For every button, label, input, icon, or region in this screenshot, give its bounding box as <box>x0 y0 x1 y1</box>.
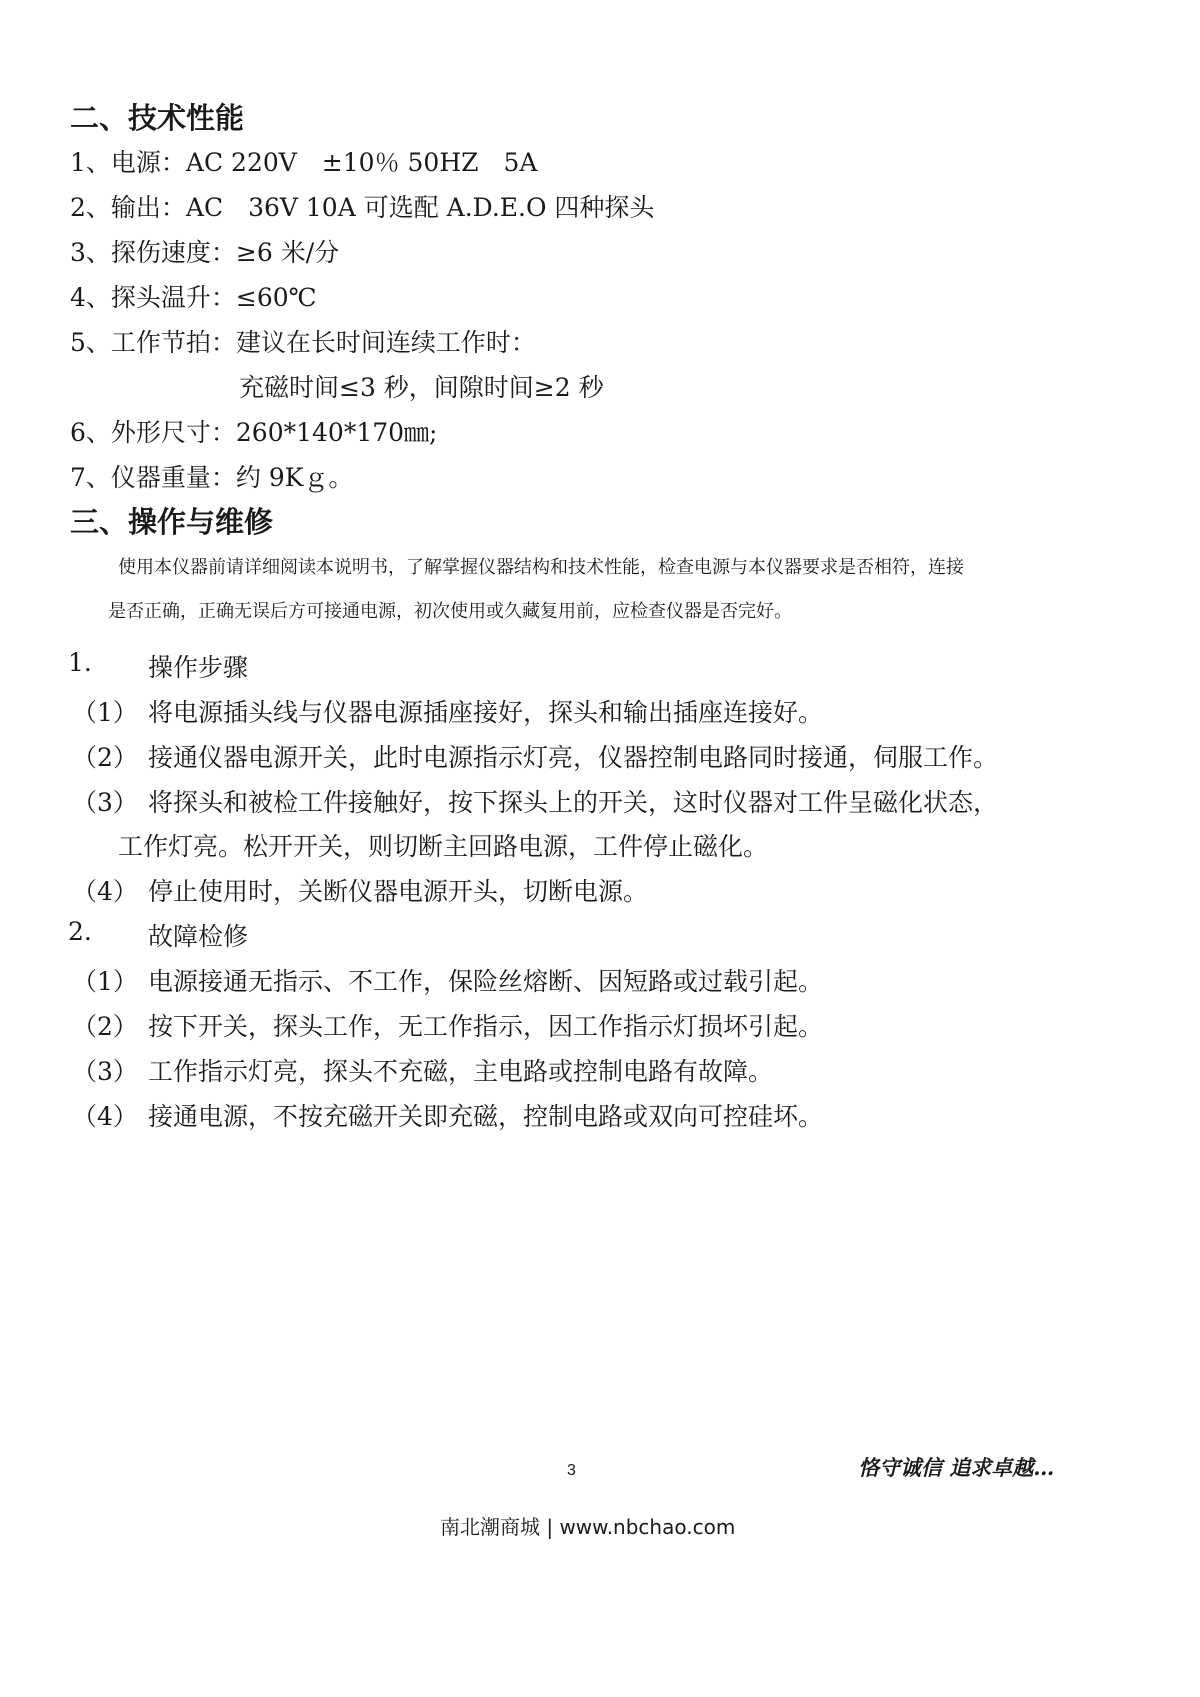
op-heading-number: 1. <box>68 648 92 677</box>
op-step-text: 接通仪器电源开关，此时电源指示灯亮，仪器控制电路同时接通，伺服工作。 <box>148 743 999 772</box>
fault-step-number: （4） <box>72 1102 138 1131</box>
op-step-number: （2） <box>72 743 138 772</box>
fault-step-text: 接通电源，不按充磁开关即充磁，控制电路或双向可控硅坏。 <box>148 1102 824 1131</box>
fault-step-number: （2） <box>72 1012 138 1041</box>
page-number: 3 <box>567 1462 576 1479</box>
fault-heading-number: 2. <box>68 917 92 946</box>
section-title-operation: 三、操作与维修 <box>70 505 274 539</box>
spec-line: 5、工作节拍：建议在长时间连续工作时： <box>70 328 536 357</box>
fault-step-number: （1） <box>72 967 138 996</box>
intro-paragraph-line: 使用本仪器前请详细阅读本说明书，了解掌握仪器结构和技术性能，检查电源与本仪器要求是否相符，连接 <box>118 557 964 578</box>
fault-heading: 故障检修 <box>148 922 249 951</box>
section-title-specs: 二、技术性能 <box>70 101 245 135</box>
op-step-text-continuation: 工作灯亮。松开开关，则切断主回路电源，工件停止磁化。 <box>118 832 769 861</box>
spec-line: 7、仪器重量：约 9Kｇ。 <box>70 463 354 492</box>
fault-step-text: 按下开关，探头工作，无工作指示，因工作指示灯损坏引起。 <box>148 1012 824 1041</box>
op-step-text: 将电源插头线与仪器电源插座接好，探头和输出插座连接好。 <box>148 698 824 727</box>
spec-line: 4、探头温升：≤60℃ <box>70 283 317 312</box>
op-step-number: （4） <box>72 877 138 906</box>
op-step-number: （1） <box>72 698 138 727</box>
spec-line: 3、探伤速度：≥6 米/分 <box>70 238 340 267</box>
op-step-text: 停止使用时，关断仪器电源开头，切断电源。 <box>148 877 649 906</box>
footer-site-link[interactable]: 南北潮商城 | www.nbchao.com <box>440 1515 736 1539</box>
spec-line: 2、输出：AC 36V 10A 可选配 A.D.E.O 四种探头 <box>70 193 655 222</box>
spec-line-continuation: 充磁时间≤3 秒，间隙时间≥2 秒 <box>239 373 604 402</box>
intro-paragraph-line: 是否正确，正确无误后方可接通电源，初次使用或久藏复用前，应检查仪器是否完好。 <box>108 601 792 622</box>
fault-step-number: （3） <box>72 1057 138 1086</box>
footer-motto: 恪守诚信 追求卓越… <box>858 1455 1055 1480</box>
fault-step-text: 电源接通无指示、不工作，保险丝熔断、因短路或过载引起。 <box>148 967 824 996</box>
fault-step-text: 工作指示灯亮，探头不充磁，主电路或控制电路有故障。 <box>148 1057 774 1086</box>
spec-line: 6、外形尺寸：260*140*170㎜; <box>70 418 438 447</box>
op-step-number: （3） <box>72 788 138 817</box>
op-step-text: 将探头和被检工件接触好，按下探头上的开关，这时仪器对工件呈磁化状态， <box>148 788 999 817</box>
op-heading: 操作步骤 <box>148 653 249 682</box>
spec-line: 1、电源：AC 220V ±10％ 50HZ 5A <box>70 148 538 177</box>
